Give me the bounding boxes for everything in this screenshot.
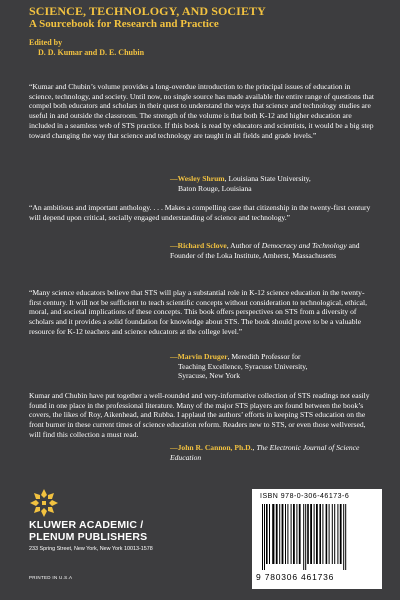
blurb-quote-1: “Kumar and Chubin’s volume provides a long-overdue introduction to the principal issues of education in science, technology, and society. Until now, no single source has made available the entire range of questions that compel both educators and scholars in their quest to understand the ways that science and technology studies are useful in and outside the classroom. The strength of the volume is that both K-12 and higher education are included in a seamless web of STS practice. If this book is read by educators and scientists, it would be a big step toward changing the way that science and technology are taught in all fields and grade levels.”	[29, 82, 374, 140]
blurb-affiliation-3a: , Meredith Professor for	[227, 352, 301, 361]
isbn-text: ISBN 978-0-306-46173-6	[260, 493, 350, 500]
barcode-digits: 9 780306 461736	[256, 572, 335, 582]
blurb-quote-3: “Many science educators believe that STS will play a substantial role in K-12 science education in the twenty-first century. It will not be sufficient to teach scientific concepts without consideration to technological, ethical, moral, and societal implications of these concepts. This book offers perspectives on STS from a diversity of scholars and it provides a solid foundation for knowledge about STS. The book should prove to be a valuable resource for K-12 teachers and science educators at the college level.”	[29, 288, 368, 336]
blurb-affiliation-2-italic: Democracy and Technology	[261, 241, 347, 250]
publisher-name	[29, 519, 147, 543]
printed-in-label: PRINTED IN U.S.A	[29, 575, 73, 580]
blurb-affiliation-3c: Syracuse, New York	[178, 371, 241, 381]
publisher-name-line1: KLUWER ACADEMIC /	[29, 519, 144, 531]
blurb-attribution-3	[170, 352, 380, 381]
blurb-author-4: —John R. Cannon, Ph.D.	[170, 443, 253, 452]
edited-by-label: Edited by	[29, 38, 63, 47]
book-subtitle: A Sourcebook for Research and Practice	[29, 18, 219, 30]
book-title: SCIENCE, TECHNOLOGY, AND SOCIETY	[29, 4, 266, 18]
kluwer-flower-logo-icon	[29, 488, 59, 518]
blurb-affiliation-3b: Teaching Excellence, Syracuse University,	[178, 361, 308, 371]
blurb-attribution-2	[170, 241, 380, 260]
publisher-name-line2: PLENUM PUBLISHERS	[29, 531, 148, 543]
barcode-panel	[252, 489, 382, 589]
blurb-author-1: —Wesley Shrum	[170, 174, 225, 183]
blurb-quote-2: “An ambitious and important anthology. . . . Makes a compelling case that citizenship in the twenty-first century will depend upon critical, socially engaged understanding of science and technology.”	[29, 203, 371, 222]
blurb-attribution-1	[170, 174, 380, 193]
blurb-affiliation-4a: ,	[252, 443, 257, 452]
blurb-author-2: —Richard Sclove	[170, 241, 227, 250]
blurb-author-3: —Marvin Druger	[170, 352, 228, 361]
editors: D. D. Kumar and D. E. Chubin	[38, 48, 145, 57]
blurb-affiliation-2a: , Author of	[226, 241, 262, 250]
blurb-affiliation-1b: Baton Rouge, Louisiana	[178, 183, 252, 193]
blurb-affiliation-2b: and Founder of the Loka Institute, Amherst, Massachusetts	[170, 241, 360, 260]
barcode-icon	[260, 504, 375, 570]
blurb-quote-4: Kumar and Chubin have put together a well-rounded and very-informative collection of STS readings not easily found in one place in the professional literature. Many of the major STS players are found between the book’s covers, the likes of Roy, Aikenhead, and Rubba. I applaud the authors’ efforts in keeping STS education on the front burner in these current times of science education reform. Readers new to STS, or even those wellversed, will find this collection a must read.	[29, 391, 370, 439]
blurb-affiliation-4-italic: The Electronic Journal of Science Education	[170, 443, 360, 462]
blurb-attribution-4	[170, 443, 380, 462]
publisher-address: 233 Spring Street, New York, New York 10013-1578	[29, 546, 153, 552]
blurb-affiliation-1a: , Louisiana State University,	[224, 174, 311, 183]
